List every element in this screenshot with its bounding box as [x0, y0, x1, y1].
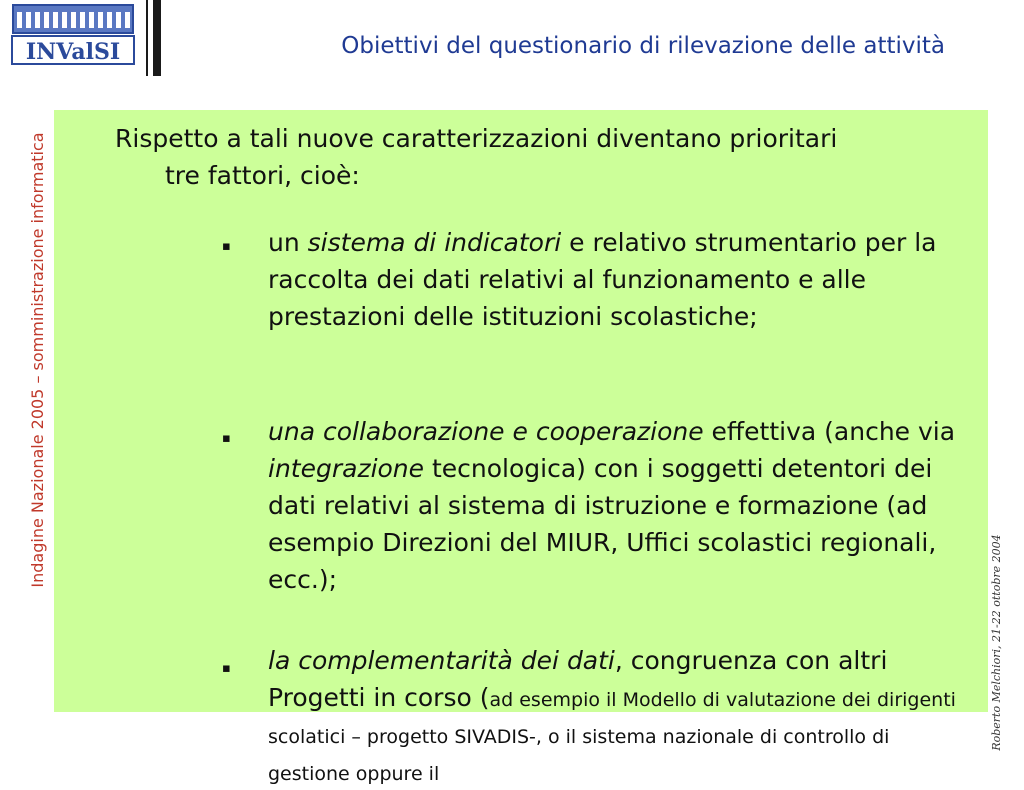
bullet-icon: ▪: [222, 239, 231, 254]
intro-paragraph: [115, 120, 975, 194]
intro-line-1: Rispetto a tali nuove caratterizzazioni diventano prioritari: [115, 124, 838, 153]
intro-line-2: tre fattori, cioè:: [165, 161, 360, 190]
svg-text:INValSI: INValSI: [25, 39, 121, 65]
bullet-item-2: una collaborazione e cooperazione effettiva (anche via integrazione tecnologica) con i soggetti detentori dei dati relativi al sistema di istruzione e formazione (ad esempio Direzioni del MIUR, Uffici scolastici regionali, ecc.);: [268, 417, 956, 594]
bullet-icon: ▪: [222, 661, 231, 676]
side-caption-right: Roberto Melchiori, 21-22 ottobre 2004: [990, 534, 1003, 751]
side-caption-left: Indagine Nazionale 2005 – somministrazione informatica: [28, 132, 47, 588]
bullet-icon: ▪: [222, 431, 231, 446]
content-panel: [54, 110, 988, 712]
bullet-item-1: un sistema di indicatori e relativo strumentario per la raccolta dei dati relativi al funzionamento e alle prestazioni delle istituzioni scolastiche;: [268, 228, 937, 331]
slide-title: Obiettivi del questionario di rilevazione delle attività: [341, 33, 945, 59]
bullet-item-3: la complementarità dei dati, congruenza con altri Progetti in corso (ad esempio il Modello di valutazione dei dirigenti scolatici – progetto SIVADIS-, o il sistema nazionale di controllo di gestione oppure il: [268, 646, 956, 785]
